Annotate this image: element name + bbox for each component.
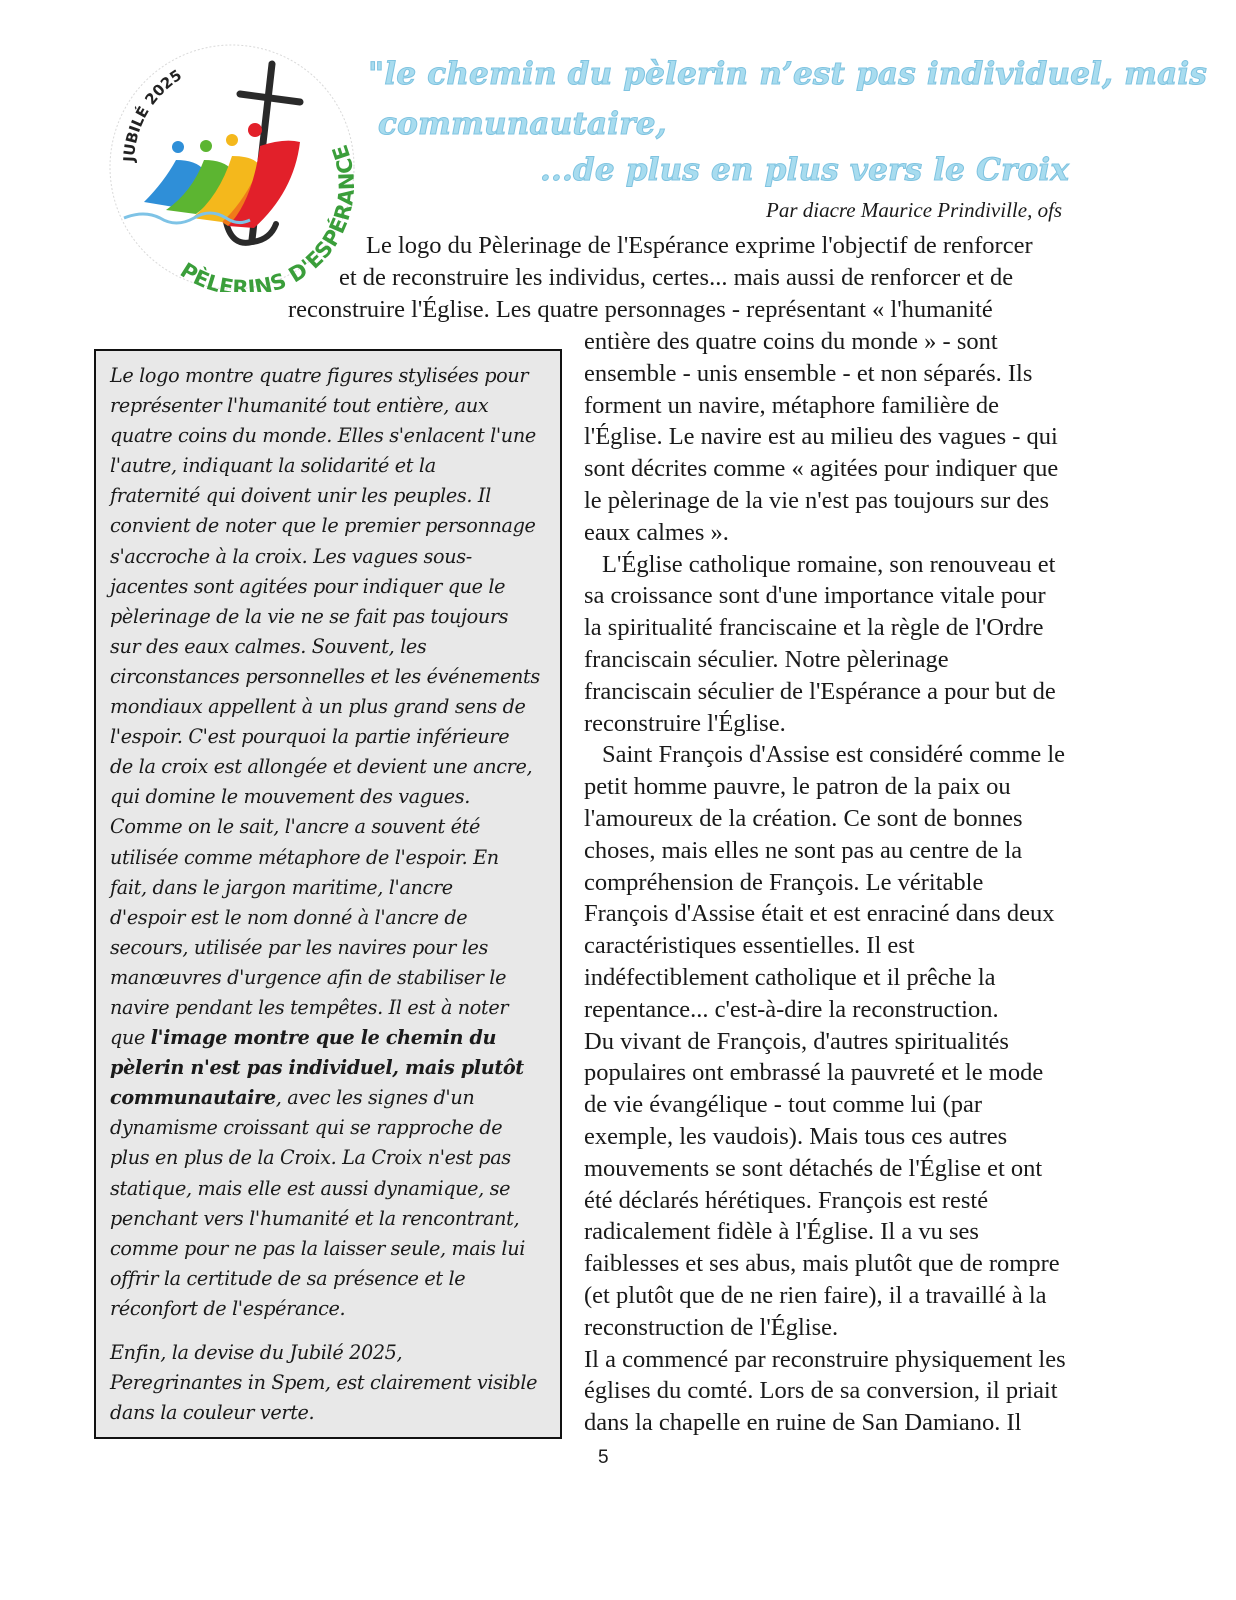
sidebar-line: quatre coins du monde. Elles s'enlacent l'une [110,424,536,448]
body-line: faiblesses et ses abus, mais plutôt que de rompre [584,1250,1060,1278]
sidebar-body [110,361,548,1428]
body-line: franciscain séculier. Notre pèlerinage [584,645,949,673]
sidebar-line: d'espoir est le nom donné à l'ancre de [110,905,468,929]
sidebar-line: s'accroche à la croix. Les vagues sous- [110,544,472,568]
body-line: Saint François d'Assise est considéré comme le [602,741,1066,769]
sidebar-line: convient de noter que le premier personnage [110,514,536,538]
page-number: 5 [598,1447,609,1468]
sidebar-line: de la croix est allongée et devient une ancre, [110,755,533,779]
sidebar-line: jacentes sont agitées pour indiquer que le [110,574,506,598]
sidebar-closing-line: dans la couleur verte. [110,1401,315,1425]
body-line: Il a commencé par reconstruire physiquement les [584,1345,1066,1373]
sidebar-line: pèlerinage de la vie ne se fait pas toujours [110,604,509,628]
header-quote-line-2: communautaire, [378,106,667,142]
intro-line-3: reconstruire l'Église. Les quatre personnages - représentant « l'humanité [288,296,993,323]
sidebar-line: secours, utilisée par les navires pour les [110,935,488,959]
sidebar-line: mondiaux appellent à un plus grand sens de [110,695,526,719]
body-line: reconstruction de l'Église. [584,1313,839,1341]
body-line: la spiritualité franciscaine et la règle de l'Ordre [584,614,1044,642]
sidebar-text: que [110,1026,151,1050]
sidebar-line: penchant vers l'humanité et la rencontrant, [110,1206,520,1230]
body-line: été déclarés hérétiques. François est resté [584,1186,989,1214]
body-line: populaires ont embrassé la pauvreté et le mode [584,1059,1044,1087]
jubilee-logo [104,42,362,292]
sidebar-bold-line-2 [110,1053,548,1083]
body-line: franciscain séculier de l'Espérance a pour but de [584,677,1056,705]
logo-top-text: JUBILÉ 2025 [119,65,186,163]
body-line: compréhension de François. Le véritable [584,868,984,896]
body-line: reconstruire l'Église. [584,709,786,737]
body-line: de vie évangélique - tout comme lui (par [584,1091,982,1119]
body-line: le pèlerinage de la vie n'est pas toujours sur des [584,486,1050,514]
sidebar-line: représenter l'humanité tout entière, aux [110,394,489,418]
sidebar-emphasis: communautaire [110,1086,276,1110]
body-line: exemple, les vaudois). Mais tous ces autres [584,1122,1008,1150]
sidebar-line: circonstances personnelles et les événements [110,664,540,688]
intro-line-1: Le logo du Pèlerinage de l'Espérance exprime l'objectif de renforcer [366,232,1033,259]
sidebar-line: plus en plus de la Croix. La Croix n'est pas [110,1146,511,1170]
sidebar-closing-line: Enfin, la devise du Jubilé 2025, [110,1341,403,1364]
body-line: mouvements se sont détachés de l'Église et ont [584,1154,1043,1182]
body-line: choses, mais elles ne sont pas au centre de la [584,836,1023,864]
body-line: sont décrites comme « agitées pour indiquer que [584,455,1059,483]
body-line: radicalement fidèle à l'Église. Il a vu ses [584,1218,979,1246]
logo-bottom-text: PÈLERINS D'ESPÉRANCE [176,141,360,292]
body-line: l'Église. Le navire est au milieu des vagues - qui [584,423,1058,451]
sidebar-line: fait, dans le jargon maritime, l'ancre [110,875,453,899]
sidebar-line: utilisée comme métaphore de l'espoir. En [110,845,499,869]
header-quote-line-3: ...de plus en plus vers le Croix [540,152,1070,188]
body-line: entière des quatre coins du monde » - sont [584,328,998,355]
logo-explanation-sidebar [94,349,562,1439]
sidebar-text: , avec les signes d'un [275,1086,475,1110]
body-line: repentance... c'est-à-dire la reconstruction. [584,995,999,1023]
body-line: eaux calmes ». [584,518,729,546]
sidebar-line: l'autre, indiquant la solidarité et la [110,454,436,478]
body-line: (et plutôt que de ne rien faire), il a travaillé à la [584,1281,1047,1309]
intro-line-2: et de reconstruire les individus, certes... mais aussi de renforcer et de [339,264,1014,291]
body-line: l'amoureux de la création. Ce sont de bonnes [584,804,1023,832]
sidebar-line: qui domine le mouvement des vagues. [110,785,471,809]
body-line: caractéristiques essentielles. Il est [584,932,915,960]
header-quote-line-1: "le chemin du pèlerin n’est pas individuel, mais [368,56,1208,92]
body-line: François d'Assise était et est enraciné dans deux [584,900,1055,928]
sidebar-line: réconfort de l'espérance. [110,1296,346,1320]
sidebar-line: statique, mais elle est aussi dynamique, se [110,1176,511,1200]
body-line: forment un navire, métaphore familière de [584,391,999,419]
sidebar-line: l'espoir. C'est pourquoi la partie inférieure [110,725,510,749]
sidebar-closing-line: Peregrinantes in Spem, est clairement visible [110,1371,538,1395]
sidebar-line: offrir la certitude de sa présence et le [110,1266,466,1290]
sidebar-line: Comme on le sait, l'ancre a souvent été [110,815,481,839]
sidebar-emphasis: pèlerin n'est pas individuel, mais plutôt [110,1056,524,1080]
body-line: L'Église catholique romaine, son renouveau et [602,550,1056,578]
body-line: petit homme pauvre, le patron de la paix ou [584,773,1011,801]
body-line: églises du comté. Lors de sa conversion, il priait [584,1377,1058,1405]
sidebar-line: fraternité qui doivent unir les peuples. Il [110,484,491,508]
body-line: ensemble - unis ensemble - et non séparés. Ils [584,359,1033,387]
article-body-column [584,326,1144,1439]
sidebar-line: dynamisme croissant qui se rapproche de [110,1116,503,1140]
body-line: indéfectiblement catholique et il prêche la [584,963,996,991]
body-line: sa croissance sont d'une importance vitale pour [584,582,1046,610]
sidebar-line: Le logo montre quatre figures stylisées pour [110,364,529,387]
sidebar-line: sur des eaux calmes. Souvent, les [110,634,427,658]
sidebar-line: navire pendant les tempêtes. Il est à noter [110,995,509,1019]
sidebar-line: manœuvres d'urgence afin de stabiliser le [110,965,507,989]
sidebar-emphasis: l'image montre que le chemin du [150,1026,497,1050]
author-byline: Par diacre Maurice Prindiville, ofs [766,198,1063,222]
sidebar-line: comme pour ne pas la laisser seule, mais lui [110,1236,525,1260]
body-line: Du vivant de François, d'autres spiritualités [584,1027,1009,1055]
body-line: dans la chapelle en ruine de San Damiano. Il [584,1409,1022,1437]
sidebar-bold-line-3 [110,1083,548,1113]
sidebar-bold-line-1 [110,1023,548,1053]
